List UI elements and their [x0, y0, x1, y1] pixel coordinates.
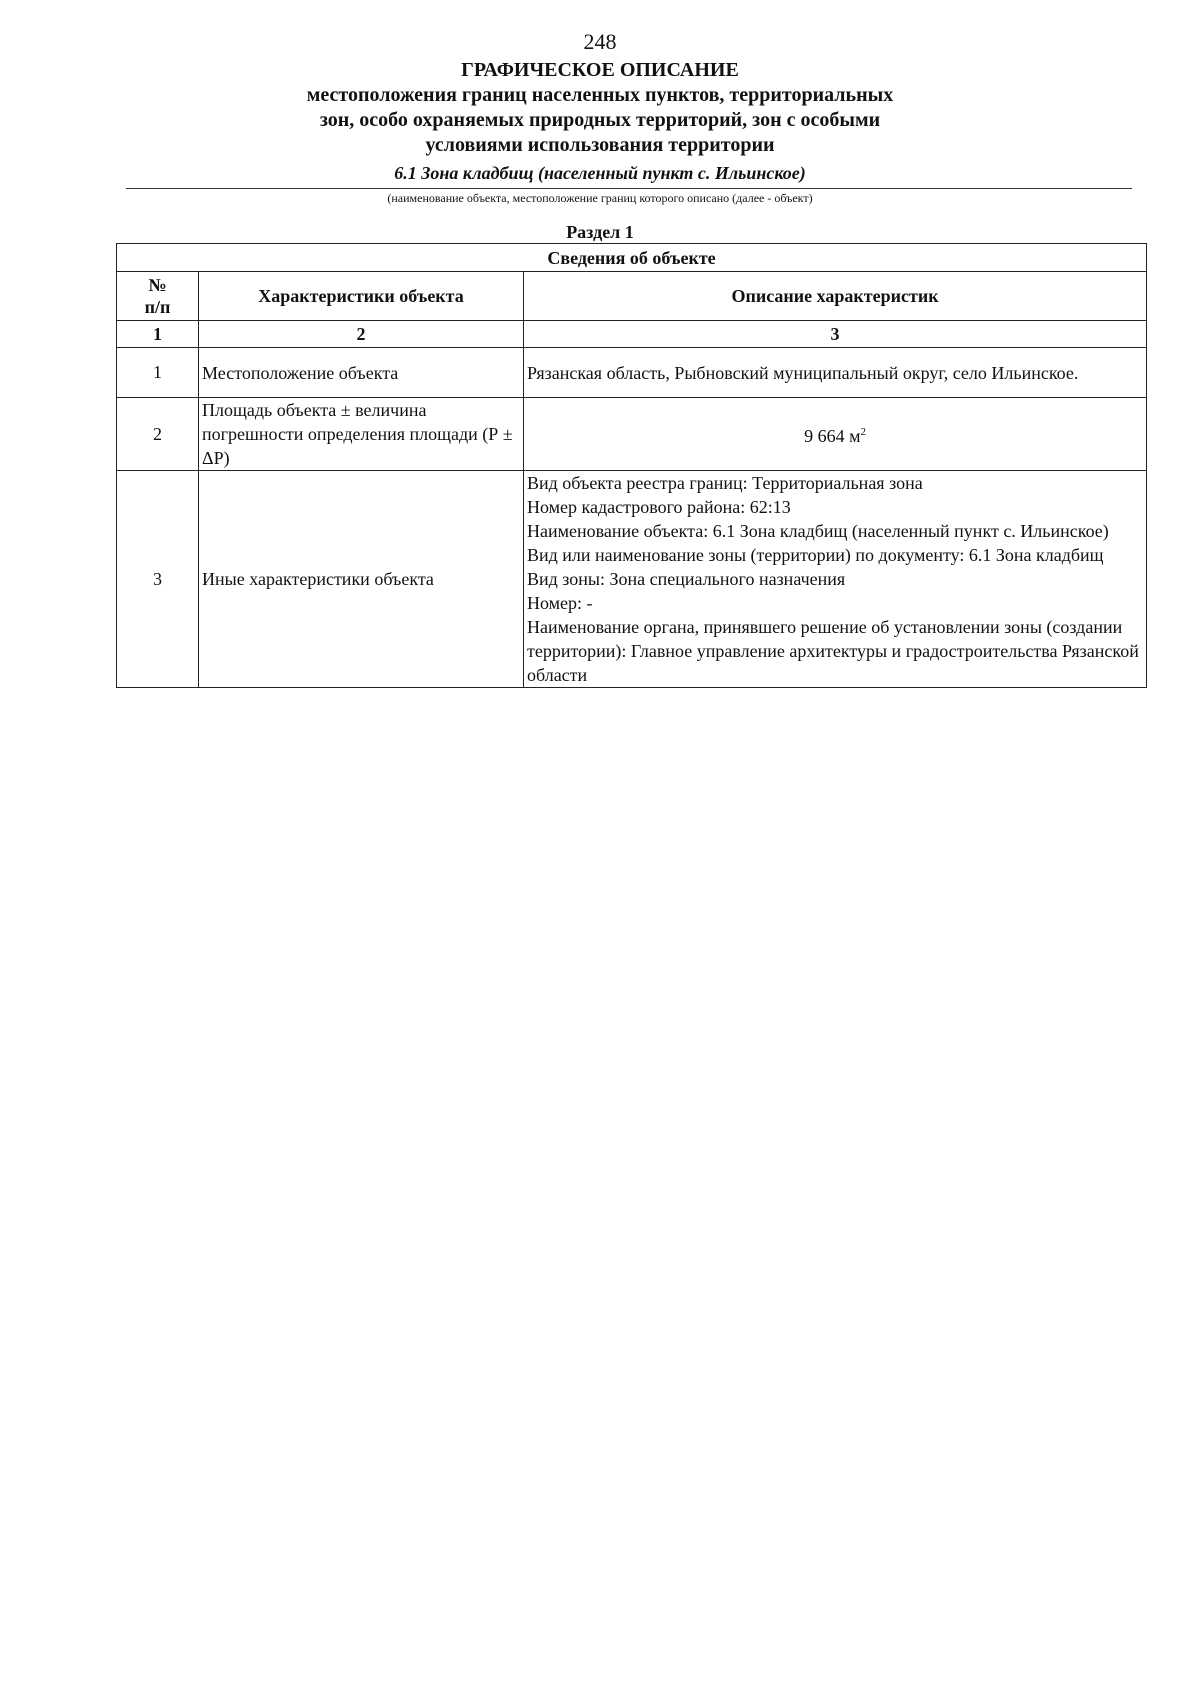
- row-description: Рязанская область, Рыбновский муниципальный округ, село Ильинское.: [524, 348, 1147, 398]
- header-number-line-1: №: [148, 275, 167, 295]
- row-number: 1: [117, 348, 199, 398]
- page-number: 248: [583, 29, 617, 54]
- title-line-4: условиями использования территории: [425, 134, 775, 156]
- description-line: Наименование объекта: 6.1 Зона кладбищ (населенный пункт с. Ильинское): [527, 521, 1109, 541]
- table-row: [117, 471, 1147, 688]
- header-characteristics: Характеристики объекта: [199, 272, 524, 321]
- title-line-2: местоположения границ населенных пунктов, территориальных: [306, 84, 894, 106]
- table-row: [117, 348, 1147, 398]
- object-name-underline: [126, 188, 1132, 189]
- row-number: 3: [117, 471, 199, 688]
- header-description: Описание характеристик: [524, 272, 1147, 321]
- column-number-2: 2: [199, 321, 524, 348]
- object-info-table: [116, 243, 1147, 688]
- header-number-line-2: п/п: [144, 297, 171, 317]
- description-line: Номер: -: [527, 593, 593, 613]
- section-title: Раздел 1: [566, 222, 634, 242]
- description-line: Вид или наименование зоны (территории) по документу: 6.1 Зона кладбищ: [527, 545, 1104, 565]
- object-caption: (наименование объекта, местоположение границ которого описано (далее - объект): [387, 191, 813, 205]
- table-caption-row: [117, 244, 1147, 272]
- title-line-1: ГРАФИЧЕСКОЕ ОПИСАНИЕ: [461, 59, 739, 81]
- column-number-3: 3: [524, 321, 1147, 348]
- header-number: [117, 272, 199, 321]
- description-line: Наименование органа, принявшего решение об установлении зоны (создании территории): Главное управление архитектуры и градостроительства Рязанской области: [527, 617, 1139, 685]
- row-description-area: [524, 398, 1147, 471]
- column-number-row: [117, 321, 1147, 348]
- row-characteristic: Иные характеристики объекта: [199, 471, 524, 688]
- row-description-list: [524, 471, 1147, 688]
- object-name: 6.1 Зона кладбищ (населенный пункт с. Ильинское): [394, 163, 806, 183]
- table-row: [117, 398, 1147, 471]
- row-characteristic: Площадь объекта ± величина погрешности определения площади (Р ± ΔР): [199, 398, 524, 471]
- column-number-1: 1: [117, 321, 199, 348]
- table-header-row: [117, 272, 1147, 321]
- area-value: 9 664 м: [804, 426, 861, 446]
- title-line-3: зон, особо охраняемых природных территорий, зон с особыми: [319, 109, 881, 131]
- table-caption: Сведения об объекте: [117, 244, 1147, 272]
- description-line: Вид зоны: Зона специального назначения: [527, 569, 846, 589]
- row-characteristic: Местоположение объекта: [199, 348, 524, 398]
- description-line: Вид объекта реестра границ: Территориальная зона: [527, 473, 923, 493]
- document-title: [0, 58, 1200, 158]
- area-unit-exponent: 2: [860, 426, 866, 438]
- row-number: 2: [117, 398, 199, 471]
- description-line: Номер кадастрового района: 62:13: [527, 497, 791, 517]
